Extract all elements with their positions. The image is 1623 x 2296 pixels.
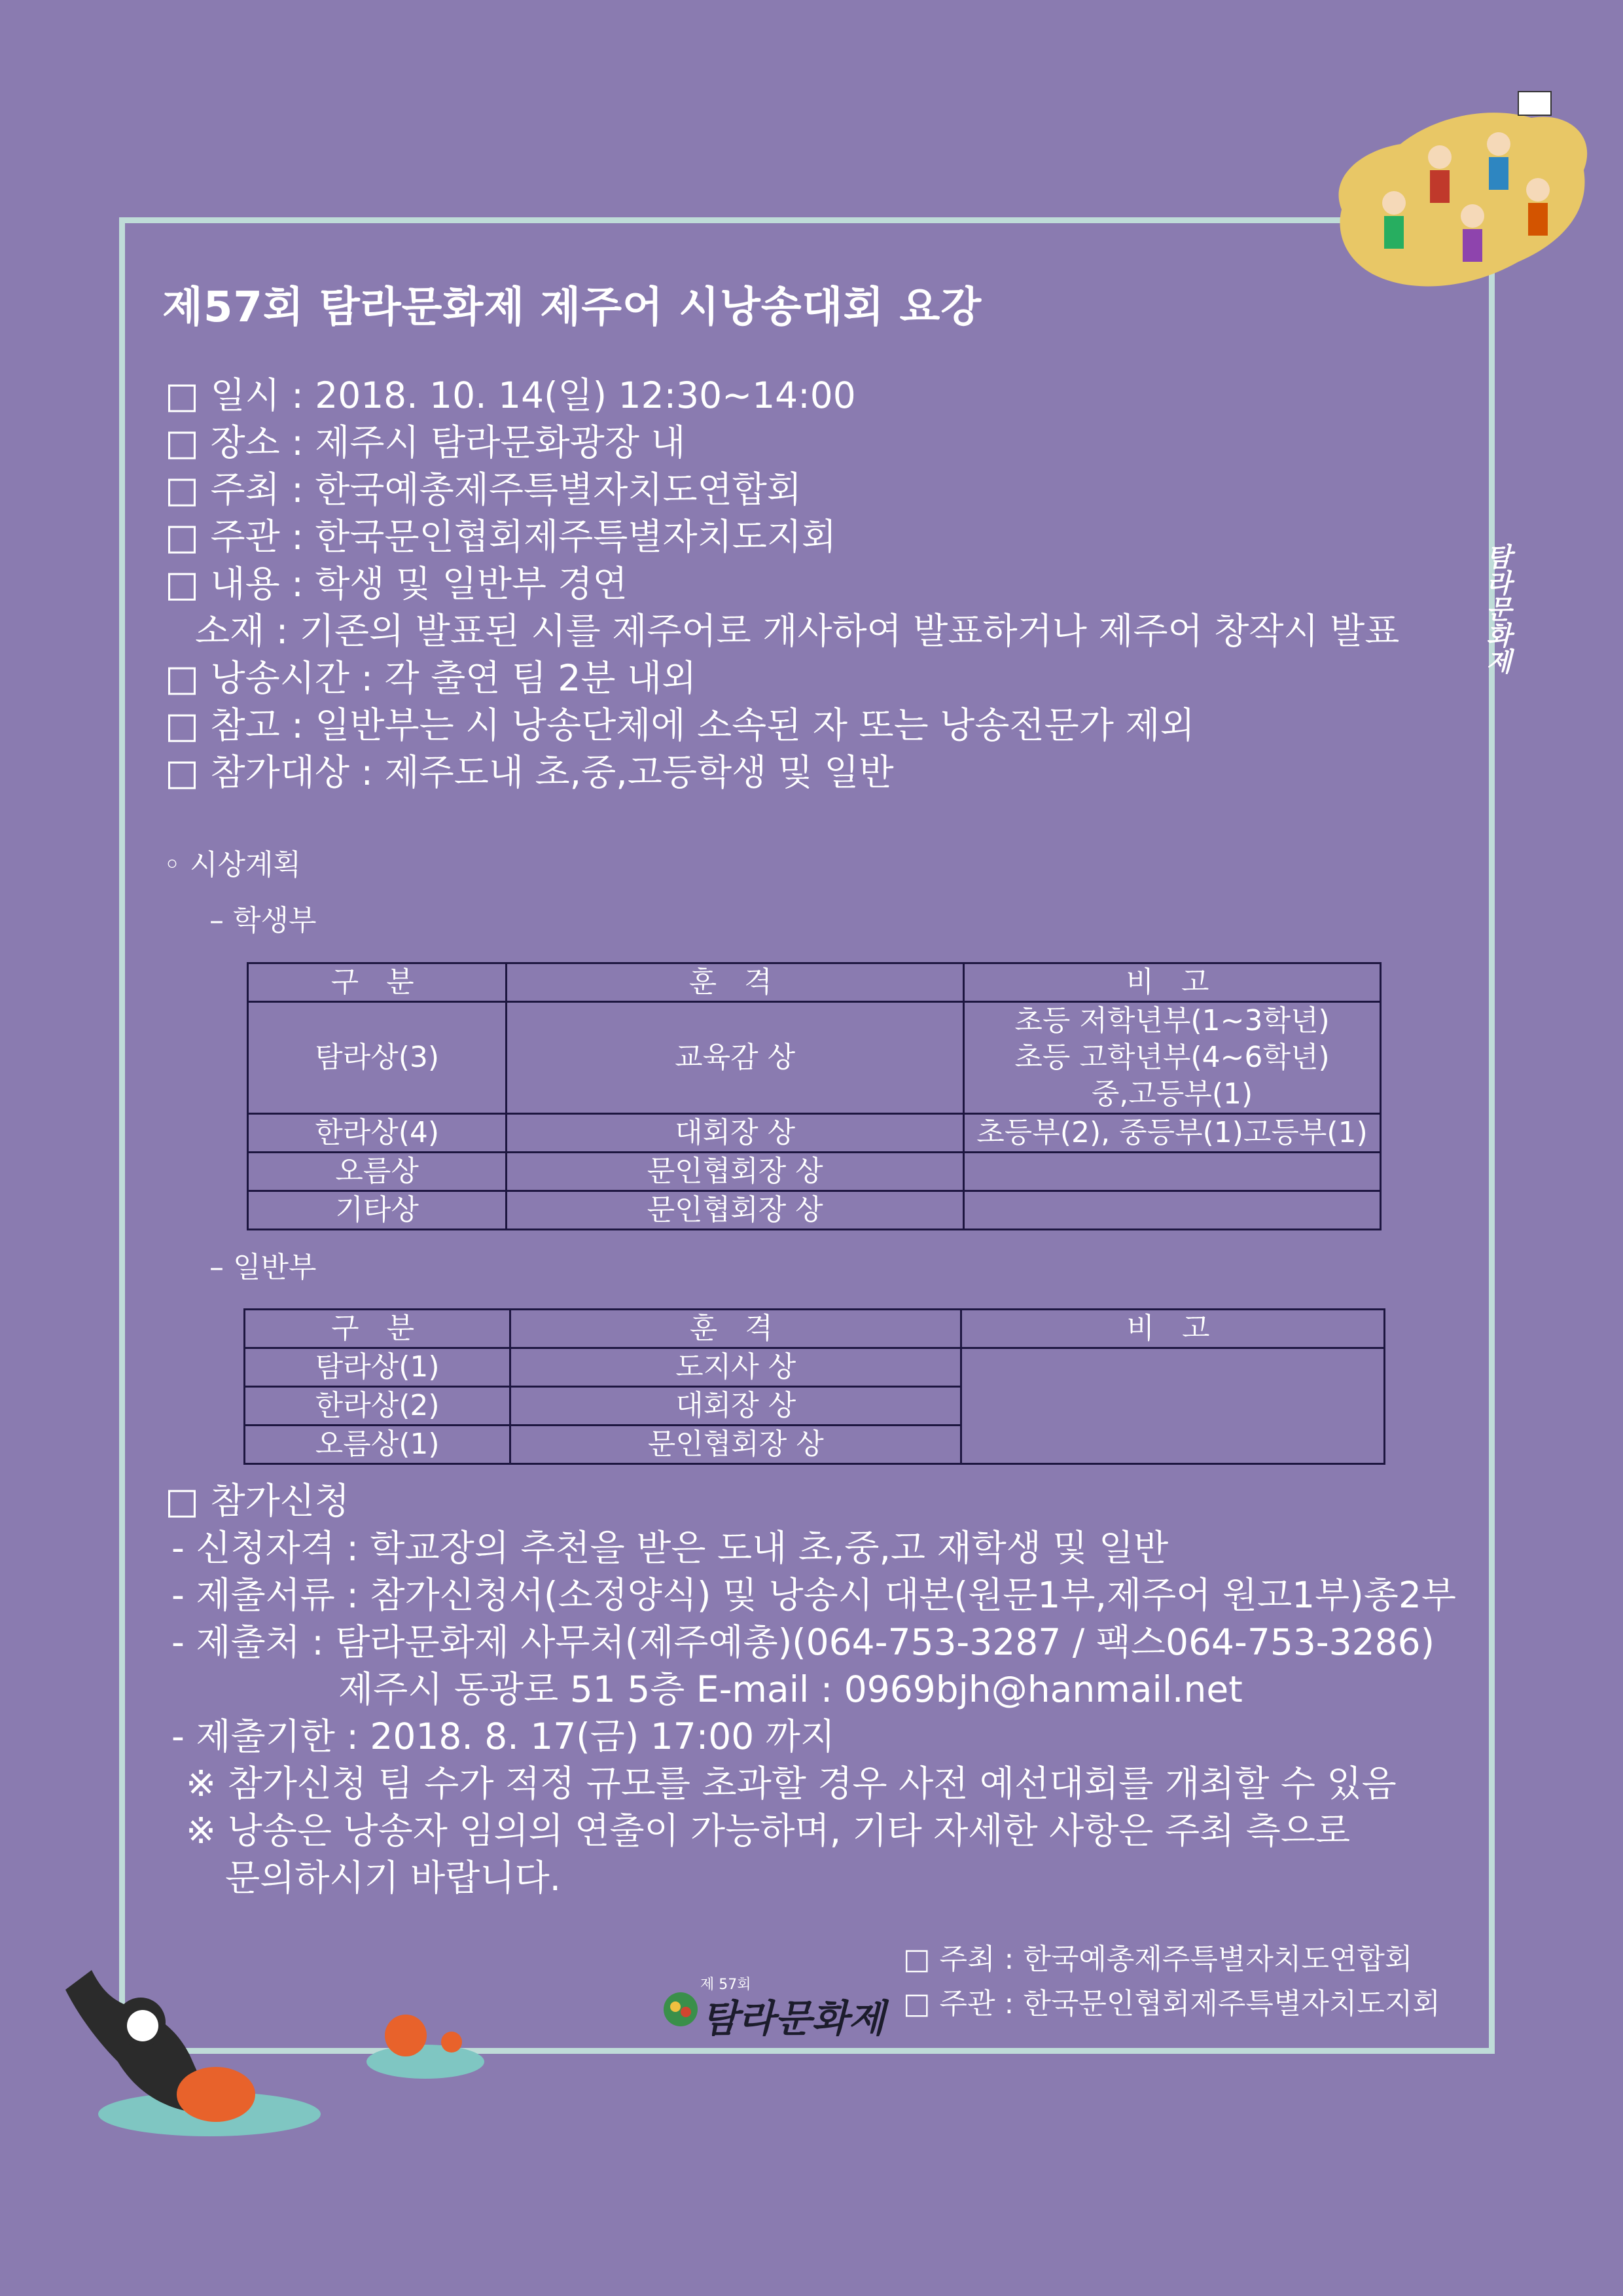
header-honor: 훈 격: [510, 1310, 961, 1348]
division-cell: 오름상(1): [245, 1426, 510, 1464]
info-duration: □ 낭송시간 : 각 출연 팀 2분 내외: [165, 657, 697, 699]
person-figure: [1528, 203, 1548, 236]
table-row: [245, 1348, 1385, 1387]
footer-organizer: □ 주관 : 한국문인협회제주특별자치도지회: [903, 1987, 1440, 2020]
honor-cell: 도지사 상: [510, 1348, 961, 1387]
header-note: 비 고: [961, 1310, 1385, 1348]
info-organizer: □ 주관 : 한국문인협회제주특별자치도지회: [165, 516, 837, 558]
application-notice-2-cont: 문의하시기 바랍니다.: [225, 1857, 562, 1899]
header-note: 비 고: [964, 963, 1381, 1002]
division-cell: 기타상: [248, 1191, 507, 1230]
person-figure: [1428, 145, 1452, 169]
table-row: [248, 1002, 1381, 1114]
banner-flag: [1518, 92, 1551, 115]
application-address-email: 제주시 동광로 51 5층 E-mail : 0969bjh@hanmail.net: [338, 1668, 1243, 1710]
student-division-label: – 학생부: [209, 904, 317, 937]
logo-emblem-icon: [661, 1990, 700, 2029]
application-deadline: - 제출기한 : 2018. 8. 17(금) 17:00 까지: [171, 1715, 835, 1757]
header-division: 구 분: [245, 1310, 510, 1348]
application-submit-to: - 제출처 : 탐라문화제 사무처(제주예총)(064-753-3287 / 팩스064-753-3286): [171, 1621, 1435, 1663]
info-content: □ 내용 : 학생 및 일반부 경연: [165, 563, 628, 605]
note-line: 초등 고학년부(4~6학년): [1014, 1041, 1330, 1074]
info-host: □ 주최 : 한국예총제주특별자치도연합회: [165, 469, 802, 511]
page-title: 제57회 탐라문화제 제주어 시낭송대회 요강: [162, 283, 982, 332]
person-figure: [1461, 204, 1484, 228]
division-cell: 탐라상(3): [248, 1002, 507, 1114]
person-figure: [1487, 132, 1510, 156]
division-cell: 탐라상(1): [245, 1348, 510, 1387]
haenyeo-diver-illustration: [26, 1957, 497, 2160]
honor-cell: 대회장 상: [510, 1387, 961, 1426]
table-header-row: [248, 963, 1381, 1002]
honor-cell: 문인협회장 상: [507, 1191, 964, 1230]
table-row: [248, 1153, 1381, 1191]
header-division: 구 분: [248, 963, 507, 1002]
person-figure: [1430, 170, 1450, 203]
person-figure: [1384, 216, 1404, 249]
division-cell: 한라상(4): [248, 1114, 507, 1153]
application-section: [165, 1477, 1456, 1901]
note-line: 초등 저학년부(1~3학년): [1014, 1004, 1330, 1037]
person-figure: [1382, 191, 1406, 215]
footer-credits: [903, 1937, 1440, 2026]
general-division-label: – 일반부: [209, 1251, 317, 1284]
header-honor: 훈 격: [507, 963, 964, 1002]
application-documents: - 제출서류 : 참가신청서(소정양식) 및 낭송시 대본(원문1부,제주어 원고1부)총2부: [171, 1574, 1456, 1616]
honor-cell: 대회장 상: [507, 1114, 964, 1153]
info-venue: □ 장소 : 제주시 탐라문화광장 내: [165, 422, 686, 463]
footer-host: □ 주최 : 한국예총제주특별자치도연합회: [903, 1943, 1413, 1976]
info-subject: 소재 : 기존의 발표된 시를 제주어로 개사하여 발표하거나 제주어 창작시 발표: [195, 610, 1400, 652]
application-notice-2: ※ 낭송은 낭송자 임의의 연출이 가능하며, 기타 자세한 사항은 주최 측으로: [186, 1810, 1351, 1852]
jeju-island-illustration: [1322, 79, 1603, 314]
honor-cell: 교육감 상: [507, 1002, 964, 1114]
honor-cell: 문인협회장 상: [510, 1426, 961, 1464]
person-figure: [1463, 229, 1482, 262]
table-row: [248, 1114, 1381, 1153]
student-awards-table: [247, 962, 1382, 1230]
application-heading: □ 참가신청: [165, 1480, 349, 1522]
info-list: [165, 372, 1399, 796]
person-figure: [1526, 178, 1550, 202]
vertical-festival-logo: 탐라문화제: [1482, 543, 1512, 674]
logo-name: 탐라문화제: [702, 1996, 885, 2041]
info-date: □ 일시 : 2018. 10. 14(일) 12:30~14:00: [165, 374, 856, 416]
awards-heading: ◦ 시상계획: [164, 848, 301, 882]
note-cell: [964, 1153, 1381, 1191]
table-row: [248, 1191, 1381, 1230]
application-eligibility: - 신청자격 : 학교장의 추천을 받은 도내 초,중,고 재학생 및 일반: [171, 1527, 1169, 1569]
person-figure: [1489, 157, 1508, 190]
info-eligibility: □ 참가대상 : 제주도내 초,중,고등학생 및 일반: [165, 751, 894, 793]
note-cell: [964, 1002, 1381, 1114]
note-cell: [961, 1348, 1385, 1464]
division-cell: 오름상: [248, 1153, 507, 1191]
logo-edition: 제 57회: [700, 1977, 751, 1993]
honor-cell: 문인협회장 상: [507, 1153, 964, 1191]
division-cell: 한라상(2): [245, 1387, 510, 1426]
table-header-row: [245, 1310, 1385, 1348]
info-note: □ 참고 : 일반부는 시 낭송단체에 소속된 자 또는 낭송전문가 제외: [165, 704, 1195, 746]
general-awards-table: [243, 1308, 1385, 1465]
note-cell: 초등부(2), 중등부(1)고등부(1): [964, 1114, 1381, 1153]
application-notice-1: ※ 참가신청 팀 수가 적정 규모를 초과할 경우 사전 예선대회를 개최할 수 있음: [186, 1763, 1397, 1804]
note-cell: [964, 1191, 1381, 1230]
note-line: 중,고등부(1): [1091, 1077, 1253, 1111]
